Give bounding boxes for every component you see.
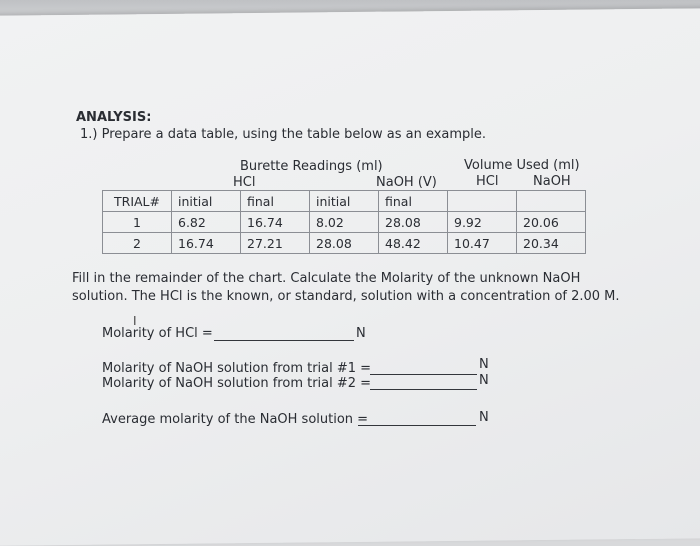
table-cell: 9.92 xyxy=(448,212,517,233)
trial1-answer-line xyxy=(370,374,477,375)
volume-hcl-header: HCl xyxy=(476,174,499,189)
trial2-label: Molarity of NaOH solution from trial #2 = xyxy=(102,376,372,391)
hcl-header: HCl xyxy=(233,175,256,190)
table-header-cell: final xyxy=(241,191,310,212)
volume-naoh-header: NaOH xyxy=(533,174,571,189)
instructions-line-1: Fill in the remainder of the chart. Calculate the Molarity of the unknown NaOH xyxy=(72,271,581,286)
table-cell: 27.21 xyxy=(241,233,310,254)
molarity-hcl-answer-line xyxy=(214,340,354,341)
volume-used-header: Volume Used (ml) xyxy=(464,158,580,173)
table-header-cell: initial xyxy=(172,191,241,212)
table-header-cell: final xyxy=(379,191,448,212)
table-cell: 10.47 xyxy=(448,233,517,254)
table-header-row xyxy=(103,191,586,212)
molarity-hcl-unit: N xyxy=(356,326,366,341)
molarity-hcl-label: Molarity of HCl = xyxy=(102,326,213,341)
trial1-unit: N xyxy=(479,357,489,372)
table-cell: 20.06 xyxy=(517,212,586,233)
analysis-heading: ANALYSIS: xyxy=(76,110,152,125)
table-header-cell xyxy=(517,191,586,212)
table-cell: 28.08 xyxy=(379,212,448,233)
table-row xyxy=(103,233,586,254)
trial2-unit: N xyxy=(479,373,489,388)
table-cell: 8.02 xyxy=(310,212,379,233)
instructions-line-2: solution. The HCl is the known, or standard, solution with a concentration of 2.00 M. xyxy=(72,289,620,304)
table-cell: 2 xyxy=(103,233,172,254)
table-cell: 20.34 xyxy=(517,233,586,254)
table-cell: 48.42 xyxy=(379,233,448,254)
burette-readings-header: Burette Readings (ml) xyxy=(240,159,383,174)
table-cell: 16.74 xyxy=(241,212,310,233)
table-cell: 28.08 xyxy=(310,233,379,254)
table-cell: 16.74 xyxy=(172,233,241,254)
average-answer-line xyxy=(358,425,476,426)
average-unit: N xyxy=(479,410,489,425)
table-header-cell xyxy=(448,191,517,212)
burette-data-table xyxy=(102,190,586,254)
average-label: Average molarity of the NaOH solution = xyxy=(102,412,369,427)
table-cell: 6.82 xyxy=(172,212,241,233)
trial1-label: Molarity of NaOH solution from trial #1 = xyxy=(102,361,372,376)
table-header-cell: TRIAL# xyxy=(103,191,172,212)
table-cell: 1 xyxy=(103,212,172,233)
text-cursor-icon: I xyxy=(133,314,137,328)
table-row xyxy=(103,212,586,233)
trial2-answer-line xyxy=(370,389,477,390)
table-header-cell: initial xyxy=(310,191,379,212)
analysis-instruction: 1.) Prepare a data table, using the table below as an example. xyxy=(80,127,487,142)
naoh-v-header: NaOH (V) xyxy=(376,175,437,190)
